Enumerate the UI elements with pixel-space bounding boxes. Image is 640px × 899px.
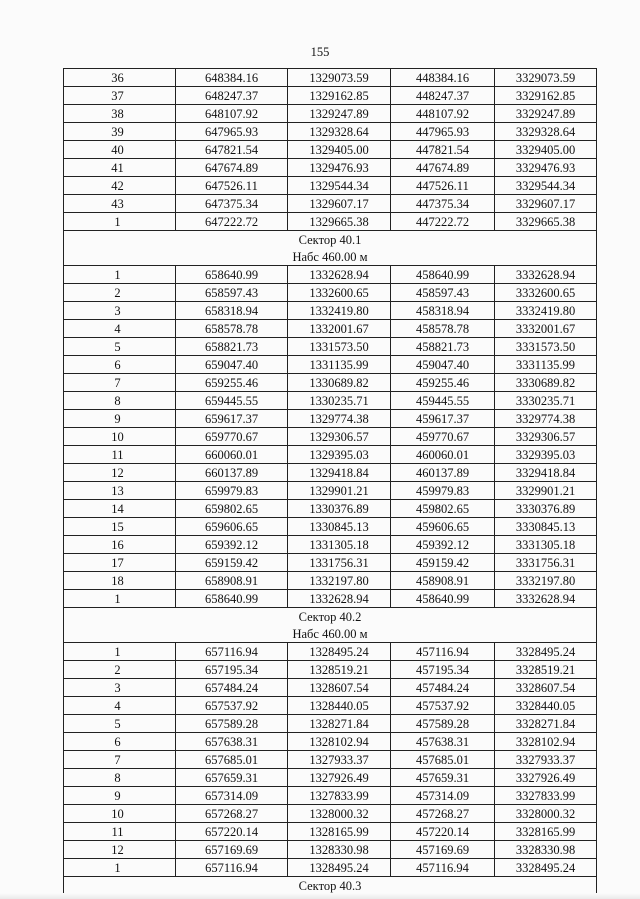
y-msk-cell: 3327926.49 [495,769,597,787]
y-msk-cell: 3330235.71 [495,392,597,410]
x-msk-cell: 460137.89 [391,464,495,482]
sector-height: Набс 460.00 м [64,625,597,643]
y-local-cell: 1329073.59 [288,69,391,87]
x-local-cell: 659159.42 [176,554,288,572]
y-msk-cell: 3329418.84 [495,464,597,482]
point-number-cell: 9 [64,787,176,805]
y-msk-cell: 3329405.00 [495,141,597,159]
table-row [64,284,597,302]
table-row [64,590,597,608]
x-local-cell: 657314.09 [176,787,288,805]
y-local-cell: 1331573.50 [288,338,391,356]
point-number-cell: 41 [64,159,176,177]
x-msk-cell: 448107.92 [391,105,495,123]
y-local-cell: 1327933.37 [288,751,391,769]
table-row [64,177,597,195]
page-edge [0,893,640,899]
table-row [64,159,597,177]
table-row [64,338,597,356]
x-local-cell: 659802.65 [176,500,288,518]
x-msk-cell: 457589.28 [391,715,495,733]
x-local-cell: 659606.65 [176,518,288,536]
y-msk-cell: 3328102.94 [495,733,597,751]
y-local-cell: 1332001.67 [288,320,391,338]
point-number-cell: 18 [64,572,176,590]
table-row [64,554,597,572]
table-row [64,213,597,231]
y-msk-cell: 3331305.18 [495,536,597,554]
y-local-cell: 1328000.32 [288,805,391,823]
point-number-cell: 10 [64,428,176,446]
table-row [64,374,597,392]
y-local-cell: 1329162.85 [288,87,391,105]
x-msk-cell: 458597.43 [391,284,495,302]
point-number-cell: 11 [64,446,176,464]
x-local-cell: 657116.94 [176,643,288,661]
y-local-cell: 1329247.89 [288,105,391,123]
y-local-cell: 1330845.13 [288,518,391,536]
x-msk-cell: 458578.78 [391,320,495,338]
point-number-cell: 39 [64,123,176,141]
x-msk-cell: 457220.14 [391,823,495,841]
y-msk-cell: 3332628.94 [495,266,597,284]
x-msk-cell: 459047.40 [391,356,495,374]
y-msk-cell: 3331135.99 [495,356,597,374]
x-msk-cell: 457638.31 [391,733,495,751]
table-row [64,536,597,554]
table-row [64,482,597,500]
y-msk-cell: 3330376.89 [495,500,597,518]
point-number-cell: 3 [64,302,176,320]
x-local-cell: 647821.54 [176,141,288,159]
y-local-cell: 1329774.38 [288,410,391,428]
y-local-cell: 1331756.31 [288,554,391,572]
point-number-cell: 14 [64,500,176,518]
y-local-cell: 1331135.99 [288,356,391,374]
y-msk-cell: 3328271.84 [495,715,597,733]
x-msk-cell: 459617.37 [391,410,495,428]
point-number-cell: 2 [64,661,176,679]
x-local-cell: 659770.67 [176,428,288,446]
point-number-cell: 5 [64,338,176,356]
coordinates-sheet [63,68,596,895]
x-local-cell: 648384.16 [176,69,288,87]
y-msk-cell: 3328000.32 [495,805,597,823]
point-number-cell: 42 [64,177,176,195]
y-msk-cell: 3332197.80 [495,572,597,590]
sector-header-row [64,231,597,249]
point-number-cell: 3 [64,679,176,697]
point-number-cell: 9 [64,410,176,428]
x-local-cell: 657116.94 [176,859,288,877]
point-number-cell: 4 [64,320,176,338]
y-local-cell: 1329395.03 [288,446,391,464]
x-local-cell: 659255.46 [176,374,288,392]
point-number-cell: 8 [64,769,176,787]
x-msk-cell: 458640.99 [391,590,495,608]
sector-height-row [64,625,597,643]
y-local-cell: 1327833.99 [288,787,391,805]
x-msk-cell: 447222.72 [391,213,495,231]
x-local-cell: 658578.78 [176,320,288,338]
point-number-cell: 4 [64,697,176,715]
table-row [64,195,597,213]
y-msk-cell: 3329247.89 [495,105,597,123]
y-msk-cell: 3332001.67 [495,320,597,338]
x-local-cell: 647526.11 [176,177,288,195]
x-msk-cell: 459392.12 [391,536,495,554]
point-number-cell: 38 [64,105,176,123]
y-local-cell: 1330376.89 [288,500,391,518]
point-number-cell: 17 [64,554,176,572]
x-msk-cell: 447965.93 [391,123,495,141]
y-local-cell: 1332628.94 [288,266,391,284]
y-msk-cell: 3329073.59 [495,69,597,87]
x-msk-cell: 457195.34 [391,661,495,679]
y-local-cell: 1332600.65 [288,284,391,302]
point-number-cell: 40 [64,141,176,159]
x-local-cell: 657195.34 [176,661,288,679]
x-msk-cell: 458640.99 [391,266,495,284]
x-local-cell: 647222.72 [176,213,288,231]
x-msk-cell: 457169.69 [391,841,495,859]
y-msk-cell: 3329395.03 [495,446,597,464]
table-row [64,141,597,159]
x-msk-cell: 457314.09 [391,787,495,805]
table-row [64,105,597,123]
x-msk-cell: 459445.55 [391,392,495,410]
table-row [64,805,597,823]
table-row [64,87,597,105]
table-row [64,787,597,805]
y-msk-cell: 3329328.64 [495,123,597,141]
y-local-cell: 1332197.80 [288,572,391,590]
x-local-cell: 657659.31 [176,769,288,787]
sector-header-row [64,877,597,895]
x-local-cell: 659047.40 [176,356,288,374]
y-msk-cell: 3332600.65 [495,284,597,302]
point-number-cell: 7 [64,751,176,769]
x-local-cell: 647375.34 [176,195,288,213]
table-row [64,572,597,590]
x-msk-cell: 448247.37 [391,87,495,105]
x-local-cell: 660060.01 [176,446,288,464]
x-msk-cell: 457268.27 [391,805,495,823]
table-row [64,123,597,141]
y-local-cell: 1328440.05 [288,697,391,715]
y-local-cell: 1329405.00 [288,141,391,159]
x-msk-cell: 457537.92 [391,697,495,715]
x-local-cell: 648107.92 [176,105,288,123]
y-local-cell: 1330235.71 [288,392,391,410]
point-number-cell: 8 [64,392,176,410]
y-msk-cell: 3332628.94 [495,590,597,608]
point-number-cell: 1 [64,266,176,284]
x-msk-cell: 447674.89 [391,159,495,177]
sector-height: Набс 460.00 м [64,248,597,266]
x-local-cell: 657638.31 [176,733,288,751]
x-local-cell: 647965.93 [176,123,288,141]
y-local-cell: 1332628.94 [288,590,391,608]
y-local-cell: 1328519.21 [288,661,391,679]
table-row [64,841,597,859]
x-msk-cell: 459770.67 [391,428,495,446]
point-number-cell: 2 [64,284,176,302]
y-msk-cell: 3328495.24 [495,643,597,661]
point-number-cell: 1 [64,859,176,877]
table-row [64,428,597,446]
y-local-cell: 1329328.64 [288,123,391,141]
y-msk-cell: 3329665.38 [495,213,597,231]
y-msk-cell: 3328519.21 [495,661,597,679]
point-number-cell: 7 [64,374,176,392]
table-row [64,715,597,733]
x-local-cell: 648247.37 [176,87,288,105]
table-row [64,733,597,751]
x-msk-cell: 459255.46 [391,374,495,392]
y-local-cell: 1329418.84 [288,464,391,482]
x-msk-cell: 459979.83 [391,482,495,500]
x-local-cell: 658318.94 [176,302,288,320]
y-msk-cell: 3329306.57 [495,428,597,446]
x-msk-cell: 459159.42 [391,554,495,572]
sector-title: Сектор 40.3 [64,877,597,895]
table-row [64,751,597,769]
x-local-cell: 658821.73 [176,338,288,356]
y-msk-cell: 3328440.05 [495,697,597,715]
x-msk-cell: 459802.65 [391,500,495,518]
y-local-cell: 1329306.57 [288,428,391,446]
x-local-cell: 659445.55 [176,392,288,410]
y-local-cell: 1329665.38 [288,213,391,231]
table-row [64,697,597,715]
y-local-cell: 1328330.98 [288,841,391,859]
x-local-cell: 657169.69 [176,841,288,859]
table-row [64,356,597,374]
table-row [64,392,597,410]
table-row [64,464,597,482]
x-msk-cell: 459606.65 [391,518,495,536]
coordinates-table [63,68,597,895]
x-local-cell: 658640.99 [176,266,288,284]
y-local-cell: 1327926.49 [288,769,391,787]
sector-height-row [64,248,597,266]
table-row [64,500,597,518]
y-msk-cell: 3329901.21 [495,482,597,500]
x-msk-cell: 457484.24 [391,679,495,697]
x-msk-cell: 458908.91 [391,572,495,590]
table-row [64,410,597,428]
x-msk-cell: 457659.31 [391,769,495,787]
point-number-cell: 43 [64,195,176,213]
point-number-cell: 16 [64,536,176,554]
x-local-cell: 657220.14 [176,823,288,841]
y-local-cell: 1332419.80 [288,302,391,320]
point-number-cell: 10 [64,805,176,823]
y-local-cell: 1331305.18 [288,536,391,554]
table-row [64,446,597,464]
y-local-cell: 1328607.54 [288,679,391,697]
x-local-cell: 657537.92 [176,697,288,715]
table-row [64,302,597,320]
table-row [64,266,597,284]
point-number-cell: 6 [64,356,176,374]
y-local-cell: 1329476.93 [288,159,391,177]
table-row [64,643,597,661]
x-msk-cell: 447526.11 [391,177,495,195]
table-row [64,69,597,87]
x-local-cell: 658597.43 [176,284,288,302]
point-number-cell: 37 [64,87,176,105]
x-local-cell: 660137.89 [176,464,288,482]
point-number-cell: 1 [64,643,176,661]
x-msk-cell: 457116.94 [391,859,495,877]
point-number-cell: 1 [64,590,176,608]
y-msk-cell: 3329607.17 [495,195,597,213]
x-local-cell: 657685.01 [176,751,288,769]
y-msk-cell: 3330845.13 [495,518,597,536]
x-local-cell: 658640.99 [176,590,288,608]
x-local-cell: 659979.83 [176,482,288,500]
x-local-cell: 647674.89 [176,159,288,177]
y-msk-cell: 3332419.80 [495,302,597,320]
table-row [64,769,597,787]
x-msk-cell: 457116.94 [391,643,495,661]
point-number-cell: 12 [64,464,176,482]
point-number-cell: 15 [64,518,176,536]
table-row [64,661,597,679]
y-msk-cell: 3331573.50 [495,338,597,356]
x-local-cell: 657484.24 [176,679,288,697]
point-number-cell: 13 [64,482,176,500]
coordinates-table-body [64,69,597,895]
y-msk-cell: 3329162.85 [495,87,597,105]
y-local-cell: 1329544.34 [288,177,391,195]
page-number: 155 [310,45,330,59]
y-local-cell: 1328271.84 [288,715,391,733]
y-msk-cell: 3329544.34 [495,177,597,195]
x-local-cell: 657589.28 [176,715,288,733]
y-msk-cell: 3331756.31 [495,554,597,572]
x-local-cell: 659617.37 [176,410,288,428]
y-local-cell: 1330689.82 [288,374,391,392]
x-msk-cell: 460060.01 [391,446,495,464]
y-msk-cell: 3328165.99 [495,823,597,841]
y-local-cell: 1328495.24 [288,859,391,877]
y-msk-cell: 3328607.54 [495,679,597,697]
y-local-cell: 1328165.99 [288,823,391,841]
x-local-cell: 659392.12 [176,536,288,554]
y-msk-cell: 3328495.24 [495,859,597,877]
x-msk-cell: 458318.94 [391,302,495,320]
x-msk-cell: 447375.34 [391,195,495,213]
x-msk-cell: 457685.01 [391,751,495,769]
sector-title: Сектор 40.2 [64,608,597,626]
y-local-cell: 1328102.94 [288,733,391,751]
sector-title: Сектор 40.1 [64,231,597,249]
y-local-cell: 1329607.17 [288,195,391,213]
x-local-cell: 658908.91 [176,572,288,590]
x-msk-cell: 448384.16 [391,69,495,87]
sector-header-row [64,608,597,626]
y-msk-cell: 3329476.93 [495,159,597,177]
x-local-cell: 657268.27 [176,805,288,823]
y-msk-cell: 3327833.99 [495,787,597,805]
x-msk-cell: 447821.54 [391,141,495,159]
point-number-cell: 1 [64,213,176,231]
y-msk-cell: 3330689.82 [495,374,597,392]
y-local-cell: 1329901.21 [288,482,391,500]
point-number-cell: 6 [64,733,176,751]
table-row [64,518,597,536]
table-row [64,823,597,841]
y-msk-cell: 3327933.37 [495,751,597,769]
x-msk-cell: 458821.73 [391,338,495,356]
y-local-cell: 1328495.24 [288,643,391,661]
y-msk-cell: 3328330.98 [495,841,597,859]
point-number-cell: 11 [64,823,176,841]
table-row [64,320,597,338]
table-row [64,679,597,697]
table-row [64,859,597,877]
point-number-cell: 5 [64,715,176,733]
point-number-cell: 12 [64,841,176,859]
point-number-cell: 36 [64,69,176,87]
y-msk-cell: 3329774.38 [495,410,597,428]
